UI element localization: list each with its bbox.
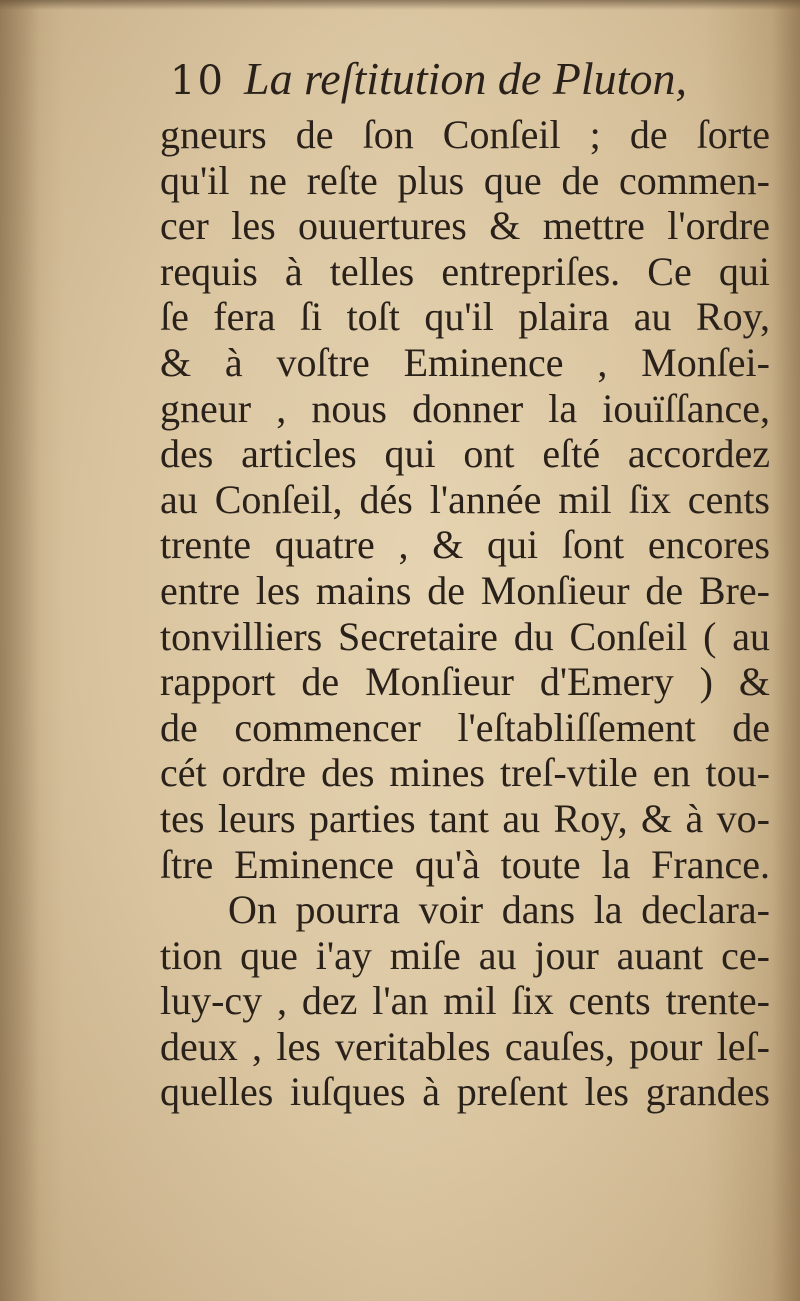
running-title: La reſtitution de Pluton, — [244, 53, 687, 104]
text-line: tes leurs parties tant au Roy, & à vo- — [160, 795, 770, 841]
text-line: luy-cy , dez l'an mil ſix cents trente- — [160, 978, 770, 1024]
text-line: tion que i'ay miſe au jour auant ce- — [160, 932, 770, 978]
text-line: au Conſeil, dés l'année mil ſix cents — [160, 476, 770, 522]
text-line: ſtre Eminence qu'à toute la France. — [160, 841, 770, 887]
text-line: cét ordre des mines treſ-vtile en tou- — [160, 750, 770, 796]
page-number: 10 — [170, 58, 225, 104]
text-line: entre les mains de Monſieur de Bre- — [160, 567, 770, 613]
text-line: trente quatre , & qui ſont encores — [160, 522, 770, 568]
text-line: rapport de Monſieur d'Emery ) & — [160, 659, 770, 705]
text-line: gneur , nous donner la iouïſſance, — [160, 385, 770, 431]
text-line: deux , les veritables cauſes, pour leſ- — [160, 1023, 770, 1069]
text-line: gneurs de ſon Conſeil ; de ſorte — [160, 112, 770, 157]
text-line: On pourra voir dans la declara- — [228, 887, 770, 933]
text-line: & à voſtre Eminence , Monſei- — [160, 339, 770, 385]
page-gutter-shadow — [0, 0, 40, 1301]
running-header — [170, 52, 770, 112]
text-line: requis à telles entrepriſes. Ce qui — [160, 248, 770, 294]
text-line: ſe fera ſi toſt qu'il plaira au Roy, — [160, 294, 770, 340]
text-line: quelles iuſques à preſent les grandes — [160, 1069, 770, 1115]
body-text — [160, 112, 770, 1115]
text-line: tonvilliers Secretaire du Conſeil ( au — [160, 613, 770, 659]
text-line: des articles qui ont eſté accordez — [160, 431, 770, 477]
text-line: de commencer l'eſtabliſſement de — [160, 704, 770, 750]
page-top-edge-shadow — [0, 0, 800, 10]
text-line: cer les ouuertures & mettre l'ordre — [160, 203, 770, 249]
page-outer-edge-shadow — [772, 0, 800, 1301]
text-line: qu'il ne reſte plus que de commen- — [160, 157, 770, 203]
